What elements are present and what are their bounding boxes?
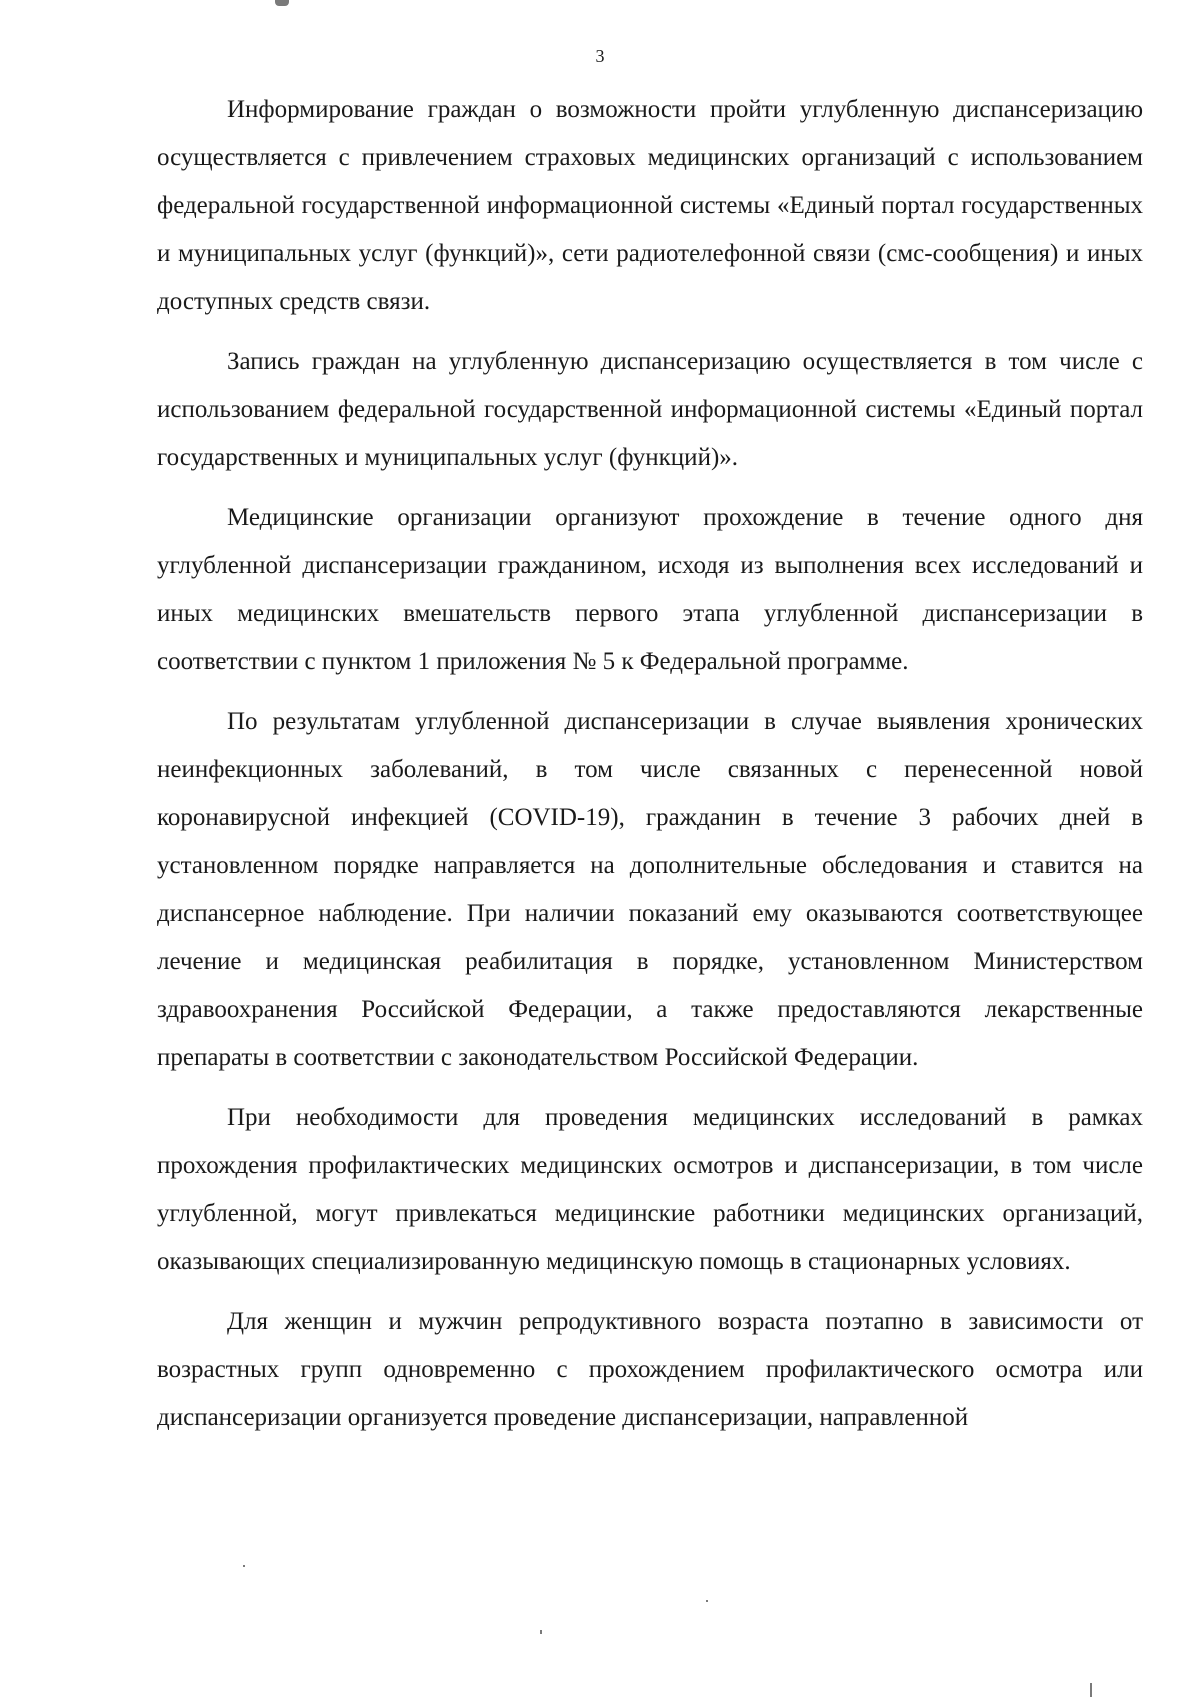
scan-artifact (540, 1630, 542, 1634)
paragraph-informing-citizens: Информирование граждан о возможности пройти углубленную диспансеризацию осуществляется с привлечением страховых медицинских организаций с использованием федеральной государственной информационной системы «Единый портал государственных и муниципальных услуг (функций)», сети радиотелефонной связи (смс-сообщения) и иных доступных средств связи. (157, 96, 1143, 315)
paragraph-registration: Запись граждан на углубленную диспансеризацию осуществляется в том числе с использованием федеральной государственной информационной системы «Единый портал государственных и муниципальных услуг (функций)». (157, 348, 1143, 471)
paragraph-medical-organizations: Медицинские организации организуют прохождение в течение одного дня углубленной диспансеризации гражданином, исходя из выполнения всех исследований и иных медицинских вмешательств первого этапа углубленной диспансеризации в соответствии с пунктом 1 приложения № 5 к Федеральной программе. (157, 504, 1143, 675)
scan-artifact (275, 0, 289, 6)
scan-artifact (706, 1600, 708, 1602)
scan-artifact (243, 1565, 245, 1567)
document-body (157, 86, 1143, 1454)
paragraph-medical-workers: При необходимости для проведения медицинских исследований в рамках прохождения профилактических медицинских осмотров и диспансеризации, в том числе углубленной, могут привлекаться медицинские работники медицинских организаций, оказывающих специализированную медицинскую помощь в стационарных условиях. (157, 1104, 1143, 1275)
paragraph-results: По результатам углубленной диспансеризации в случае выявления хронических неинфекционных заболеваний, в том числе связанных с перенесенной новой коронавирусной инфекцией (COVID-19), гражданин в течение 3 рабочих дней в установленном порядке направляется на дополнительные обследования и ставится на диспансерное наблюдение. При наличии показаний ему оказываются соответствующее лечение и медицинская реабилитация в порядке, установленном Министерством здравоохранения Российской Федерации, а также предоставляются лекарственные препараты в соответствии с законодательством Российской Федерации. (157, 708, 1143, 1071)
page-number: 3 (595, 46, 605, 66)
paragraph-reproductive-age: Для женщин и мужчин репродуктивного возраста поэтапно в зависимости от возрастных групп одновременно с прохождением профилактического осмотра или диспансеризации организуется проведение диспансеризации, направленной (157, 1308, 1143, 1431)
scan-artifact (1090, 1683, 1092, 1697)
